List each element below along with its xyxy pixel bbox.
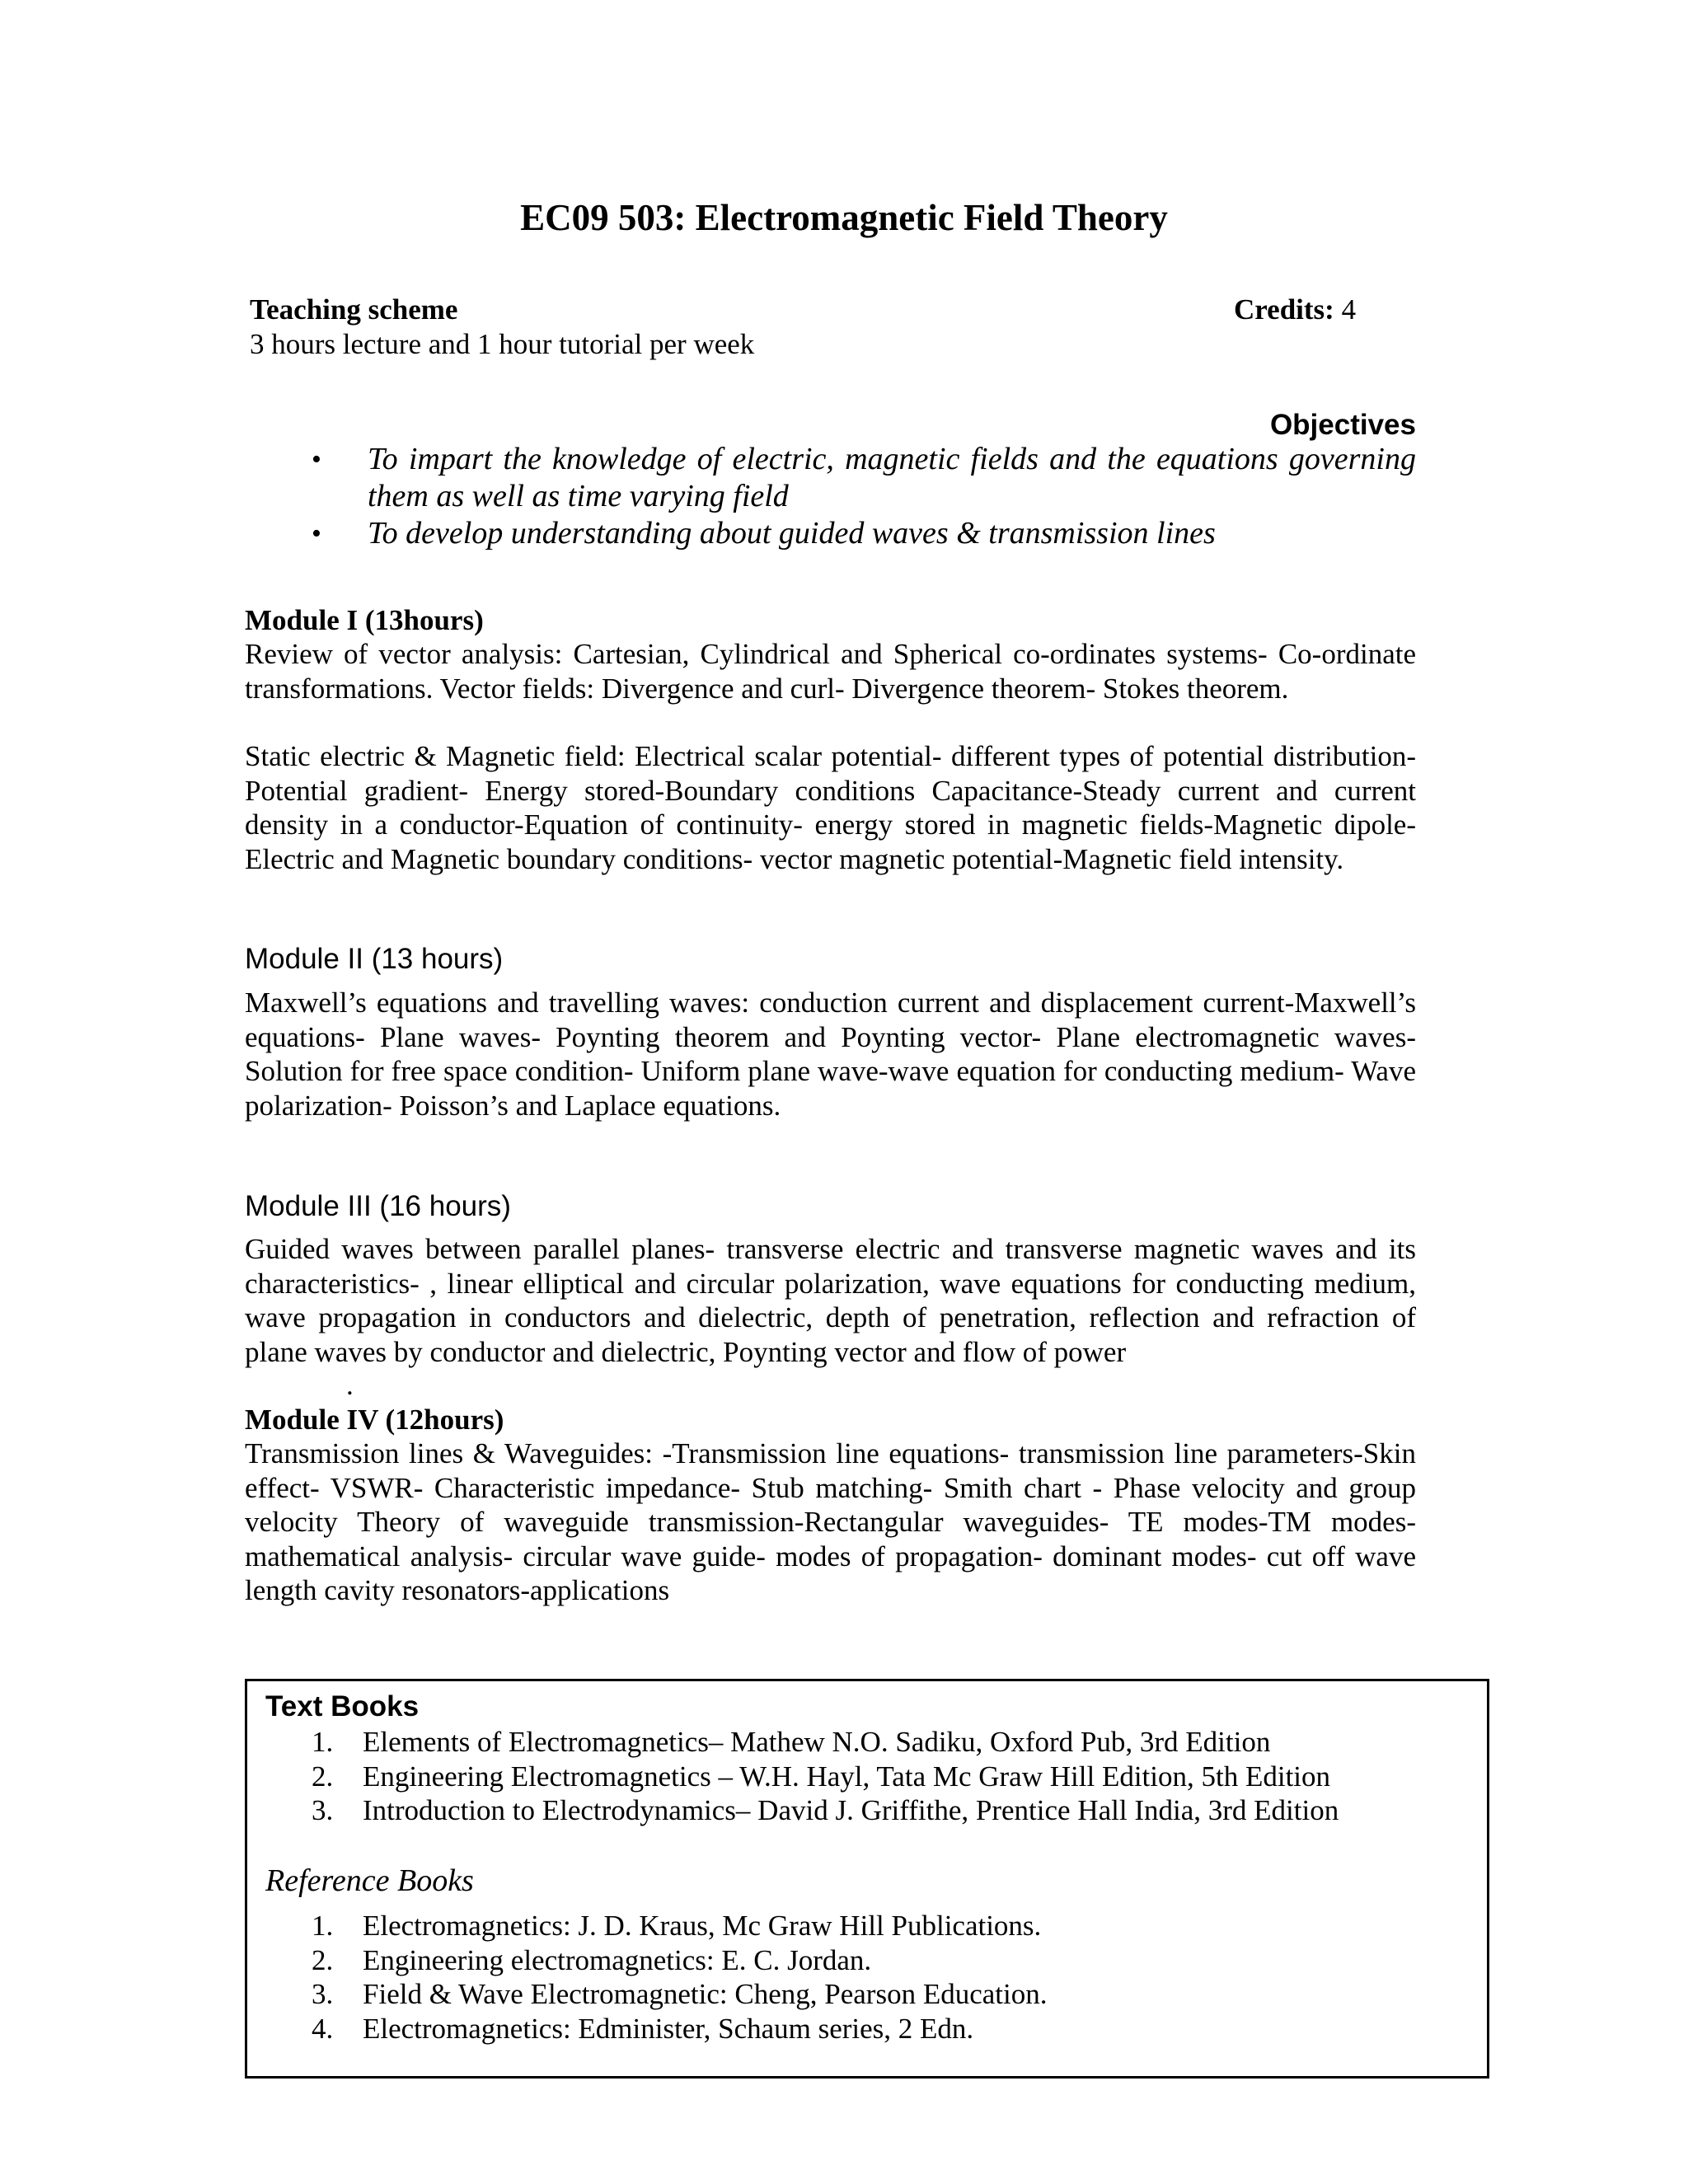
objectives-heading: Objectives: [1269, 409, 1416, 441]
module-2-heading: Module II (13 hours): [245, 943, 504, 975]
module-2-paragraph: Maxwell’s equations and travelling waves: conduction current and displacement current-Maxwell’s equations- Plane waves- Poynting theorem and Poynting vector- Plane electromagnetic waves- Solution for free space condition- Uniform plane wave-wave equation for conducting medium- Wave polarization- Poisson’s and Laplace equations.: [245, 987, 1416, 1122]
credits-label: Credits:: [1234, 293, 1334, 326]
list-item: 1. Electromagnetics: J. D. Kraus, Mc Graw Hill Publications.: [312, 1910, 1042, 1942]
objective-item: • To impart the knowledge of electric, magnetic fields and the equations governing them as well as time varying field: [312, 442, 1416, 513]
teaching-scheme-label: Teaching scheme: [250, 293, 458, 326]
module-3-heading: Module III (16 hours): [245, 1190, 511, 1222]
module-1-paragraph: Review of vector analysis: Cartesian, Cylindrical and Spherical co-ordinates systems- Co-ordinate transformations. Vector fields: Divergence and curl- Divergence theorem- Stokes theorem.: [245, 638, 1416, 705]
reference-books-list: [312, 1909, 1047, 2046]
module-1-heading: Module I (13hours): [245, 604, 484, 636]
list-item: 3. Field & Wave Electromagnetic: Cheng, Pearson Education.: [312, 1978, 1048, 2010]
objective-item: • To develop understanding about guided waves & transmission lines: [312, 516, 1216, 551]
list-item: 2. Engineering electromagnetics: E. C. Jordan.: [312, 1943, 872, 1976]
teaching-hours: 3 hours lecture and 1 hour tutorial per week: [250, 328, 755, 360]
credits-value: 4: [1341, 293, 1357, 326]
list-item: 3. Introduction to Electrodynamics– David J. Griffithe, Prentice Hall India, 3rd Edition: [312, 1794, 1339, 1826]
module-4-heading: Module IV (12hours): [245, 1404, 504, 1436]
list-item: 4. Electromagnetics: Edminister, Schaum series, 2 Edn.: [312, 2012, 974, 2045]
bullet-icon: •: [312, 518, 321, 549]
text-books-heading: Text Books: [265, 1690, 420, 1722]
bullet-icon: •: [312, 444, 321, 475]
text-books-list: [312, 1725, 1339, 1828]
module-1-paragraph: Static electric & Magnetic field: Electrical scalar potential- different types of potential distribution- Potential gradient- Energy stored-Boundary conditions Capacitance-Steady current and current density in a conductor-Equation of continuity- energy stored in magnetic fields-Magnetic dipole- Electric and Magnetic boundary conditions- vector magnetic potential-Magnetic field intensity.: [245, 740, 1416, 875]
objectives-list: [312, 441, 1416, 552]
page-title: EC09 503: Electromagnetic Field Theory: [520, 197, 1168, 238]
credits: [1234, 293, 1356, 327]
list-item: 1. Elements of Electromagnetics– Mathew N.O. Sadiku, Oxford Pub, 3rd Edition: [312, 1726, 1271, 1758]
list-item: 2. Engineering Electromagnetics – W.H. Hayl, Tata Mc Graw Hill Edition, 5th Edition: [312, 1760, 1331, 1793]
reference-books-heading: Reference Books: [265, 1863, 474, 1898]
stray-period: .: [346, 1369, 354, 1401]
module-3-paragraph: Guided waves between parallel planes- transverse electric and transverse magnetic waves and its characteristics- , linear elliptical and circular polarization, wave equations for conducting medium, wave propagation in conductors and dielectric, depth of penetration, reflection and refraction of plane waves by conductor and dielectric, Poynting vector and flow of power: [245, 1233, 1416, 1368]
module-4-paragraph: Transmission lines & Waveguides: -Transmission line equations- transmission line parameters-Skin effect- VSWR- Characteristic impedance- Stub matching- Smith chart - Phase velocity and group velocity Theory of waveguide transmission-Rectangular waveguides- TE modes-TM modes- mathematical analysis- circular wave guide- modes of propagation- dominant modes- cut off wave length cavity resonators-applications: [245, 1437, 1416, 1606]
